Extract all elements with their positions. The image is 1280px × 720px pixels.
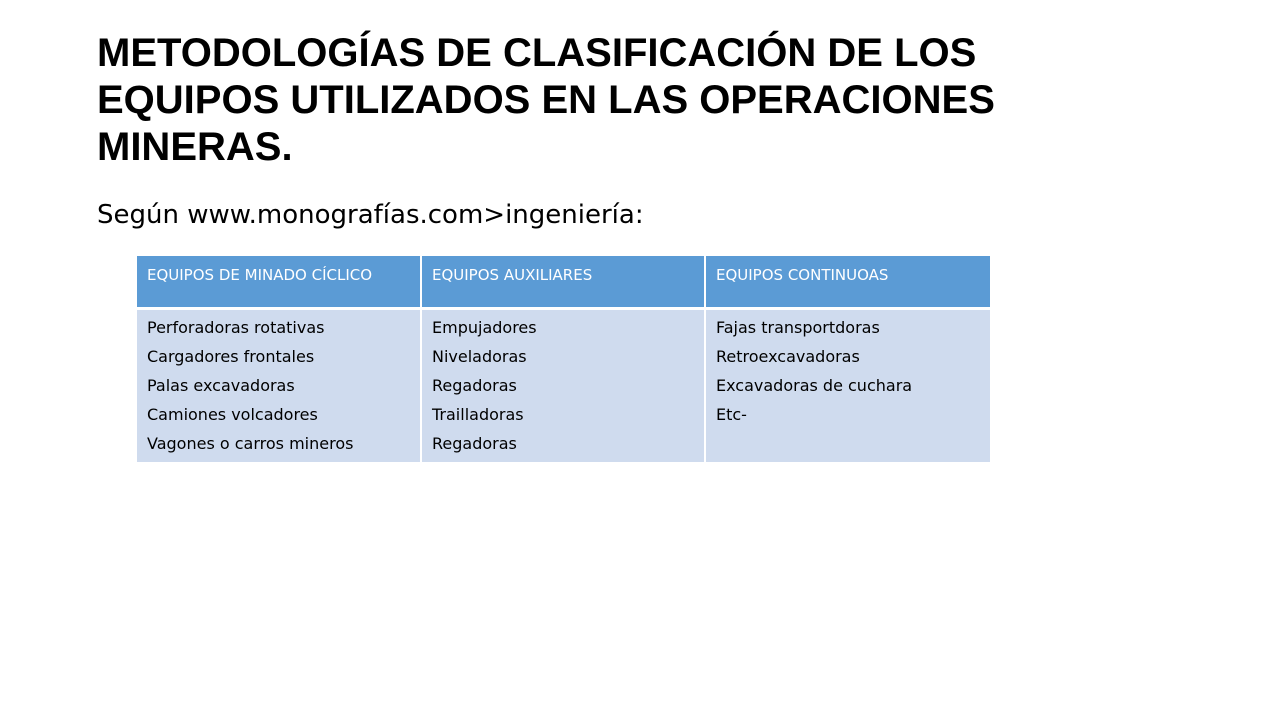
slide-title-line: EQUIPOS UTILIZADOS EN LAS OPERACIONES [97, 78, 995, 122]
list-item: Camiones volcadores [147, 404, 318, 424]
list-item: Regadoras [432, 433, 517, 453]
header-continuous: EQUIPOS CONTINUOAS [705, 256, 990, 308]
list-item: Etc- [716, 404, 747, 424]
header-cyclic-mining: EQUIPOS DE MINADO CÍCLICO [137, 256, 421, 308]
slide-title [97, 30, 1237, 171]
equipment-table [137, 256, 990, 462]
list-item: Vagones o carros mineros [147, 433, 354, 453]
list-item: Empujadores [432, 317, 537, 337]
list-item: Retroexcavadoras [716, 346, 860, 366]
cell-cyclic-mining [137, 308, 421, 462]
list-item: Niveladoras [432, 346, 527, 366]
list-item: Perforadoras rotativas [147, 317, 325, 337]
cell-continuous [705, 308, 990, 462]
list-item: Cargadores frontales [147, 346, 315, 366]
list-item: Excavadoras de cuchara [716, 375, 913, 395]
header-auxiliary: EQUIPOS AUXILIARES [421, 256, 705, 308]
slide-title-line: METODOLOGÍAS DE CLASIFICACIÓN DE LOS [97, 31, 977, 75]
list-item: Regadoras [432, 375, 517, 395]
table-header-row [137, 256, 990, 308]
table-row [137, 308, 990, 462]
list-item: Palas excavadoras [147, 375, 295, 395]
list-item: Trailladoras [432, 404, 524, 424]
list-item: Fajas transportdoras [716, 317, 880, 337]
slide-subtitle: Según www.monografías.com>ingeniería: [97, 200, 644, 230]
cell-auxiliary [421, 308, 705, 462]
slide-title-line: MINERAS. [97, 125, 293, 169]
